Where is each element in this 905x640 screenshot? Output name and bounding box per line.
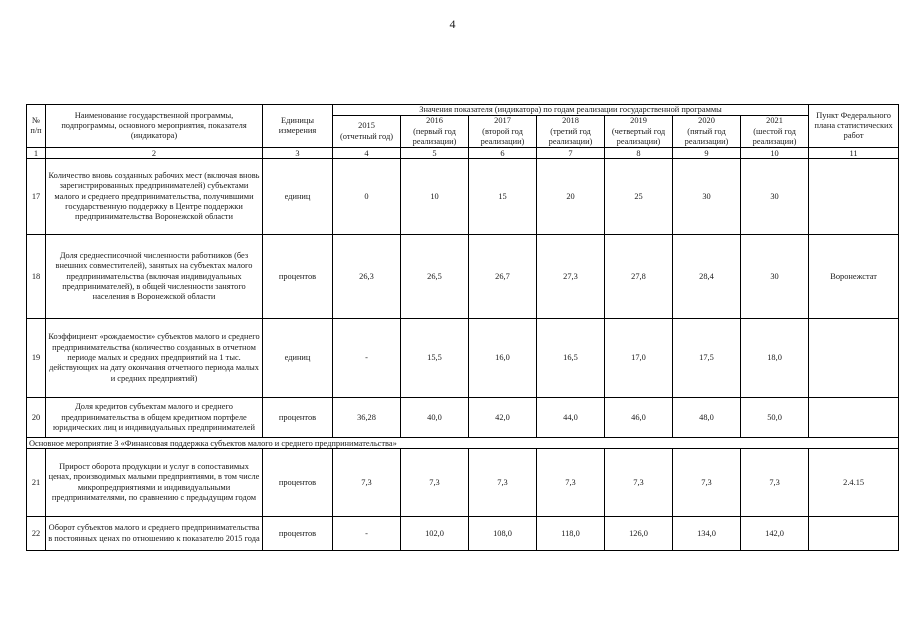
value-cell-2020: 48,0 xyxy=(673,398,741,438)
value-cell-2019: 46,0 xyxy=(605,398,673,438)
statistical-plan-cell xyxy=(809,398,899,438)
value-cell-2017: 15 xyxy=(469,159,537,235)
header-year-note: (пятый год реализации) xyxy=(684,126,729,146)
column-number: 2 xyxy=(46,148,263,159)
value-cell-2019: 17,0 xyxy=(605,319,673,398)
header-year-note: (четвертый год реализации) xyxy=(611,126,666,146)
header-year-note: (третий год реализации) xyxy=(548,126,593,146)
indicators-table xyxy=(26,104,899,551)
header-year-label: 2021 xyxy=(766,116,783,126)
value-cell-2015: - xyxy=(333,319,401,398)
table-row xyxy=(27,319,899,398)
indicator-name: Доля среднесписочной численности работников (без внешних совместителей), занятых на субъектах малого предпринимательства (включая индивидуальных предпринимателей), в общей численности занятого населения в Воронежской области xyxy=(46,235,263,319)
column-number: 4 xyxy=(333,148,401,159)
table-row xyxy=(27,517,899,551)
value-cell-2016: 40,0 xyxy=(401,398,469,438)
column-number: 11 xyxy=(809,148,899,159)
value-cell-2017: 7,3 xyxy=(469,449,537,517)
statistical-plan-cell: Воронежстат xyxy=(809,235,899,319)
column-number: 1 xyxy=(27,148,46,159)
statistical-plan-cell xyxy=(809,319,899,398)
row-number: 22 xyxy=(27,517,46,551)
row-number: 20 xyxy=(27,398,46,438)
header-year-2021 xyxy=(741,116,809,148)
value-cell-2018: 16,5 xyxy=(537,319,605,398)
header-year-2015 xyxy=(333,116,401,148)
value-cell-2016: 102,0 xyxy=(401,517,469,551)
header-year-note: (второй год реализации) xyxy=(480,126,525,146)
value-cell-2020: 134,0 xyxy=(673,517,741,551)
column-number: 9 xyxy=(673,148,741,159)
unit-cell: единиц xyxy=(263,159,333,235)
value-cell-2020: 28,4 xyxy=(673,235,741,319)
table-row xyxy=(27,159,899,235)
indicator-name: Количество вновь созданных рабочих мест (включая вновь зарегистрированных предпринимателей) субъектами малого и среднего предпринимательства, получившими государственную поддержку в Центре поддержки предпринимательства Воронежской области xyxy=(46,159,263,235)
header-indicator-name: Наименование государственной программы, подпрограммы, основного мероприятия, показателя (индикатора) xyxy=(46,105,263,148)
value-cell-2021: 30 xyxy=(741,235,809,319)
header-values-group: Значения показателя (индикатора) по годам реализации государственной программы xyxy=(333,105,809,116)
value-cell-2017: 42,0 xyxy=(469,398,537,438)
value-cell-2016: 10 xyxy=(401,159,469,235)
column-number: 10 xyxy=(741,148,809,159)
value-cell-2020: 7,3 xyxy=(673,449,741,517)
value-cell-2019: 7,3 xyxy=(605,449,673,517)
section-title: Основное мероприятие 3 «Финансовая поддержка субъектов малого и среднего предпринимательства» xyxy=(27,438,899,449)
value-cell-2021: 142,0 xyxy=(741,517,809,551)
value-cell-2017: 26,7 xyxy=(469,235,537,319)
value-cell-2020: 17,5 xyxy=(673,319,741,398)
header-year-label: 2017 xyxy=(494,116,511,126)
unit-cell: процентов xyxy=(263,235,333,319)
indicator-name: Прирост оборота продукции и услуг в сопоставимых ценах, производимых малыми предприятиями, в том числе микропредприятиями и индивидуальными предпринимателями, по сравнению с предыдущим годом xyxy=(46,449,263,517)
row-number: 17 xyxy=(27,159,46,235)
value-cell-2019: 25 xyxy=(605,159,673,235)
column-number: 8 xyxy=(605,148,673,159)
header-year-2019 xyxy=(605,116,673,148)
unit-cell: процентов xyxy=(263,449,333,517)
value-cell-2016: 15,5 xyxy=(401,319,469,398)
value-cell-2015: 0 xyxy=(333,159,401,235)
table-row xyxy=(27,398,899,438)
header-unit: Единицы измерения xyxy=(263,105,333,148)
value-cell-2016: 7,3 xyxy=(401,449,469,517)
column-number: 7 xyxy=(537,148,605,159)
row-number: 19 xyxy=(27,319,46,398)
header-statistical-plan: Пункт Федерального плана статистических работ xyxy=(809,105,899,148)
value-cell-2021: 18,0 xyxy=(741,319,809,398)
header-number: № п/п xyxy=(27,105,46,148)
column-number: 6 xyxy=(469,148,537,159)
section-row xyxy=(27,438,899,449)
value-cell-2018: 7,3 xyxy=(537,449,605,517)
header-year-note: (шестой год реализации) xyxy=(752,126,797,146)
value-cell-2021: 7,3 xyxy=(741,449,809,517)
value-cell-2017: 108,0 xyxy=(469,517,537,551)
statistical-plan-cell: 2.4.15 xyxy=(809,449,899,517)
header-year-note: (первый год реализации) xyxy=(412,126,457,146)
row-number: 21 xyxy=(27,449,46,517)
row-number: 18 xyxy=(27,235,46,319)
value-cell-2018: 118,0 xyxy=(537,517,605,551)
value-cell-2021: 30 xyxy=(741,159,809,235)
header-year-label: 2016 xyxy=(426,116,443,126)
header-year-2020 xyxy=(673,116,741,148)
column-numbers-row xyxy=(27,148,899,159)
indicators-body xyxy=(27,159,899,551)
header-year-label: 2015 xyxy=(358,121,375,131)
unit-cell: процентов xyxy=(263,398,333,438)
header-year-label: 2019 xyxy=(630,116,647,126)
value-cell-2015: - xyxy=(333,517,401,551)
header-year-2017 xyxy=(469,116,537,148)
indicator-name: Доля кредитов субъектам малого и среднего предпринимательства в общем кредитном портфеле юридических лиц и индивидуальных предпринимателей xyxy=(46,398,263,438)
column-number: 3 xyxy=(263,148,333,159)
column-number: 5 xyxy=(401,148,469,159)
value-cell-2015: 7,3 xyxy=(333,449,401,517)
value-cell-2015: 26,3 xyxy=(333,235,401,319)
table-row xyxy=(27,235,899,319)
header-year-2016 xyxy=(401,116,469,148)
header-year-label: 2018 xyxy=(562,116,579,126)
value-cell-2016: 26,5 xyxy=(401,235,469,319)
header-year-2018 xyxy=(537,116,605,148)
indicator-name: Оборот субъектов малого и среднего предпринимательства в постоянных ценах по отношению к показателю 2015 года xyxy=(46,517,263,551)
table-row xyxy=(27,449,899,517)
unit-cell: процентов xyxy=(263,517,333,551)
value-cell-2017: 16,0 xyxy=(469,319,537,398)
value-cell-2019: 126,0 xyxy=(605,517,673,551)
indicator-name: Коэффициент «рождаемости» субъектов малого и среднего предпринимательства (количество созданных в отчетном периоде малых и средних предприятий на 1 тыс. действующих на дату окончания отчетного периода малых и средних предприятий) xyxy=(46,319,263,398)
header-year-note: (отчетный год) xyxy=(339,131,394,141)
value-cell-2020: 30 xyxy=(673,159,741,235)
value-cell-2019: 27,8 xyxy=(605,235,673,319)
unit-cell: единиц xyxy=(263,319,333,398)
value-cell-2021: 50,0 xyxy=(741,398,809,438)
page-number: 4 xyxy=(449,17,456,31)
value-cell-2018: 20 xyxy=(537,159,605,235)
header-year-label: 2020 xyxy=(698,116,715,126)
value-cell-2018: 44,0 xyxy=(537,398,605,438)
statistical-plan-cell xyxy=(809,517,899,551)
value-cell-2015: 36,28 xyxy=(333,398,401,438)
value-cell-2018: 27,3 xyxy=(537,235,605,319)
statistical-plan-cell xyxy=(809,159,899,235)
